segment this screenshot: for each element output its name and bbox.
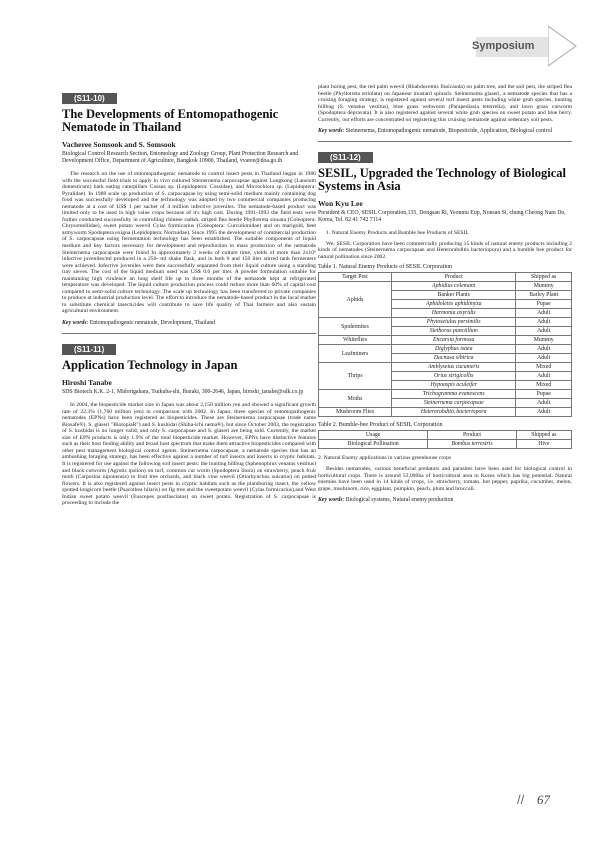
table-row <box>319 408 572 417</box>
right-column <box>318 84 572 510</box>
table-cell: Adult <box>516 408 572 417</box>
table-cell: Adult <box>516 327 572 336</box>
abstract-author: Won Kyu Lee <box>318 199 363 209</box>
table-cell: Aphids <box>319 282 392 318</box>
table-cell: Aphidoletes aphidimyza <box>392 300 516 309</box>
table-row <box>319 318 572 327</box>
table-cell: Spidermites <box>319 318 392 336</box>
table-cell: Stethorus punctillum <box>392 327 516 336</box>
abstract-tag: (S11-11) <box>62 344 116 355</box>
table-cell: Amblyseius cucumeris <box>392 363 516 372</box>
table-cell: Aphidius colemani <box>392 282 516 291</box>
abstract-affiliation: SDS Biotech K.K. 2-1, Midorigahara, Tsukuba-shi, Ibaraki, 300-2646, Japan, hiroshi_tanabe@sdk.co.jp <box>62 389 304 396</box>
abstract-title: The Developments of Entomopathogenic Nematode in Thailand <box>62 107 279 134</box>
table-caption: Table 1. Natural Enemy Products of SESIL Corporation <box>318 264 452 271</box>
table-cell: Adult <box>516 399 572 408</box>
table-header-cell: Shipped as <box>516 431 571 440</box>
table-cell: Pupae <box>516 390 572 399</box>
table-caption: Table 2. Bumble-bee Product of SESIL Corporation <box>318 422 443 429</box>
table-row <box>319 345 572 354</box>
abstract-body: The research on the use of entomopathogenic nematode to control insect pests in Thailand began in 1986 with the successful field trials to apply in vivo cultured Steinernema carpocapsae against Longkong (Lansium domesticum) bark eating caterpillars Cossus sp. (Lepidoptera: Cossidae), and Microchlora sp. (Lepidoptera: Pyralidae). In 1988 scale up production of S. carpocapsae by using semi-solid medium mainly containing dog food was successfully developed and the technology was adopted by two commercial companies producing nematode at a cost of US$ 1 per sachet of 4 million infective juveniles. The nematode-based product was limited only to be used in high value crops because of it's high cost. During 1991-1993 the field tests were further conducted successfully in controlling chinese radish, striped flea beetle Phyllotreta sinuata (Coleoptera: Chrysomellidae), sweet potato weevil Cylas formicarius (Coleoptera: Curculionidae) and on marigold, beet armyworm Spodoptera exigua (Lepidoptera: Noctuidae). Since 1995 the development of commercial production of S. carpocapsae using fermentation technology has been established. The suitable components of liquid medium and key factors necessary for development and reproduction in mass production of the nematode Steinernema carpocapsae were found In approximately 2 weeks of culture time, yields of more than 2x10⁵ infective juveniles/ml produced in a 250- ml shake flask, and in both 6 and 150 liter stirred tank fermenters were achieved. Infective juveniles were then successfully separated from their liquid culture using a standing tray sieves. The cost of the liquid medium used was US$ 0.6 per liter. A powder formulation suitable for maintaining high virulence an long shelf life up to three months of the nematode kept at refrigerated temperature was developed. The liquid culture production process could reduce more than 60% of capital cost compared to semi-solid culture technology. The scale up technology has been transferred to private companies to produce at industrial production level. The effort to introduce the nematode-based product in the local market to substitute chemical insecticides will contribute to save life quality of Thai farmers and also sustain agricultural environment. <box>62 171 316 315</box>
table-header-cell: Shipped as <box>516 273 572 282</box>
table-cell: Harmonia axyridis <box>392 309 516 318</box>
section-heading: 1. Natural Enemy Products and Bumble bee Products of SESIL <box>326 230 469 237</box>
abstract-affiliation: Biological Control Research Section, Entomology and Zoology Group, Plant Protection Research and Development Office, Department of Agriculture, Bangkok 10900, Thailand, vvaree@doa.go.th <box>62 151 299 164</box>
divider <box>62 333 316 334</box>
arrow-icon <box>548 22 578 70</box>
table-cell: Adult <box>516 318 572 327</box>
table-cell: Heterorabditis bacteriopora <box>392 408 516 417</box>
table-cell: Dacnusa sibirica <box>392 354 516 363</box>
table-cell: Bombus terrestris <box>428 440 517 449</box>
abstract-body: In 2004, the biopesticide market size in Japan was about 2,150 million yen and showed a significant growth rate of 22.3% (1,760 million yen) in comparison with 2002. In Japan, three species of entomopathogenic nematodes (EPNs) have been registered as biopesticides. These are Steinernema carpocapsae (trade name Biosafe®), S. glaseri "BiotopiaR") and S. kushidai (Shiba-ichi nema®), but since October 2003, the registration of S. kushidai is no longer valid, and only S. carpocapsae and S. glaseri are being sold. Currently, the market size of EPN products is only 1.9% of the total biopesticide market. However, EPNs have distinctive features such as their host finding ability and broad host spectrum that make them attractive biopesticides compared with other pest management biological control agents. Steinernema carpocapsae, a nematode species that has an ambushing foraging strategy, has been effective against a number of turf insects and insects in cryptic habitats. It is registered for use against the following soil insect pests: the hunting billbug (Sphenophrus venatus vestitus) and black cutworm (Agrotis ipsilon) on turf, common cut worm (Spodoptera litura) on strawberry, peach fruit moth (Carposina niponensis) in fruit tree orchards, and black vine weevil (Otiorhynchus sulcatus) on potted flowers. It is also registered against insect pests in cryptic habitats such as the plantboring insect, the yellow spotted longicorn beetle (Psacothea hilaris) on fig tree and the sweetpotato weevil (Cylas formicarius),and West Indian sweet potato weevil (Euscepes postfasciatus) on sweet potato. Registration of S. carpocapsae is proceeding to include the <box>62 402 316 507</box>
table-header-row <box>319 431 572 440</box>
table-row <box>319 282 572 291</box>
section-heading: 2. Natural Enemy applications in various greenhouse crops <box>318 455 452 462</box>
table-cell: Trichogramma evanescens <box>392 390 516 399</box>
table-cell: Barley Plant <box>516 291 572 300</box>
abstract-tag: (S11-10) <box>62 93 117 104</box>
table-header-cell: Product <box>392 273 516 282</box>
table-cell: Mushroom Flies <box>319 408 392 417</box>
table-cell: Adult <box>516 354 572 363</box>
bumblebee-table <box>318 430 572 449</box>
keywords: Key words: Biological systems, Natural enemy production <box>318 497 454 504</box>
page-number: 67 <box>537 792 550 807</box>
table-header-cell: Target Pest <box>319 273 392 282</box>
table-cell: Hypoaspis aculeifer <box>392 381 516 390</box>
table-cell: Banker Plants <box>392 291 516 300</box>
divider <box>318 141 572 142</box>
table-cell: Phytoseiulus persimilis <box>392 318 516 327</box>
abstract-body: We, SESIL Corporation have been commercially producing 15 kinds of natural enemy products including 2 kinds of nematodes (Steinernema carpocapsae and Heterorabditis bacteriopora) and a bumble bee product for natural pollination since 2002. <box>318 240 572 260</box>
table-cell: Leafminers <box>319 345 392 363</box>
table-cell: Whiteflies <box>319 336 392 345</box>
table-cell: Pupae <box>516 300 572 309</box>
products-table <box>318 272 572 417</box>
abstract-body: Besides nematodes, various beneficial predators and parasites have been used for biological control in horticultural crops. There is around 53,000ha of horticultural area in Korea which has big potential. Natural enemies have been used in 14 kinds of crops, i.e. strawberry, tomato, hot pepper, paprika, cucumber, melon, grape, mushroom, rice, eggplant, pumpkin, peach, plum and broccoli. <box>318 466 572 492</box>
abstract-tag: (S11-12) <box>318 152 373 163</box>
table-header-cell: Usage <box>319 431 428 440</box>
table-cell: Encarsia formosa <box>392 336 516 345</box>
table-row <box>319 390 572 399</box>
table-cell: Orius strigicollis <box>392 372 516 381</box>
left-column <box>62 88 316 511</box>
table-row <box>319 440 572 449</box>
table-cell: Mixed <box>516 363 572 372</box>
table-cell: Hive <box>516 440 571 449</box>
table-cell: Steinernema carpocapsae <box>392 399 516 408</box>
table-cell: Mixed <box>516 381 572 390</box>
table-cell: Adult <box>516 372 572 381</box>
abstract-title: Application Technology in Japan <box>62 358 238 373</box>
abstract-body-continued: plant boring pest, the red palm weevil (Rhabdocemis fissicauda) on palm tree, and the soil pest, the striped flea beetle (Phyllotreta striolata) on Japanese mustard spinach. Steinernema glaseri, a nematode species that has a cruising foraging strategy, is registered against several turf insect pests including white grub species, hunting billbug (S. venatus vestitus), blue grass webworm (Parapediasia teterrella), and lawn grass cutworm (Spodoptera depravata). It is also registered against several white grub species on sweet potato and blue berry. Currently, our efforts are concentrated on registering this cruising nematode against sedentary soil pests. <box>318 84 572 123</box>
table-row <box>319 336 572 345</box>
table-row <box>319 363 572 372</box>
abstract-title: SESIL, Upgraded the Technology of Biological Systems in Asia <box>318 166 566 194</box>
table-cell: Moths <box>319 390 392 408</box>
table-cell: Adult <box>516 345 572 354</box>
table-cell: Mummy <box>516 336 572 345</box>
table-cell: Adult <box>516 309 572 318</box>
abstract-author: Vacheree Somsook and S. Somsook <box>62 140 176 149</box>
abstract-affiliation: President & CEO, SESIL Corporation,135, Dongsan Ri, Yeonmu Eup, Nonsan Si, chung Cheong Nam Do, Korea, Tel. 82 41 742 7114 <box>318 210 566 224</box>
table-header-row <box>319 273 572 282</box>
table-cell: Biological Pollination <box>319 440 428 449</box>
table-header-cell: Product <box>428 431 517 440</box>
section-label: Symposium <box>472 40 535 52</box>
keywords: Key words: Steinernema, Entomopathogenic nematode, Biopesticide, Application, Biological control <box>318 128 553 135</box>
keywords: Key words: Entomopathogenic nematode, Development, Thailand <box>62 320 215 327</box>
table-cell: Diglyphus isaea <box>392 345 516 354</box>
table-cell: Thrips <box>319 363 392 390</box>
table-cell: Mummy <box>516 282 572 291</box>
abstract-author: Hiroshi Tanabe <box>62 378 112 388</box>
footer-slash: // <box>517 792 525 807</box>
